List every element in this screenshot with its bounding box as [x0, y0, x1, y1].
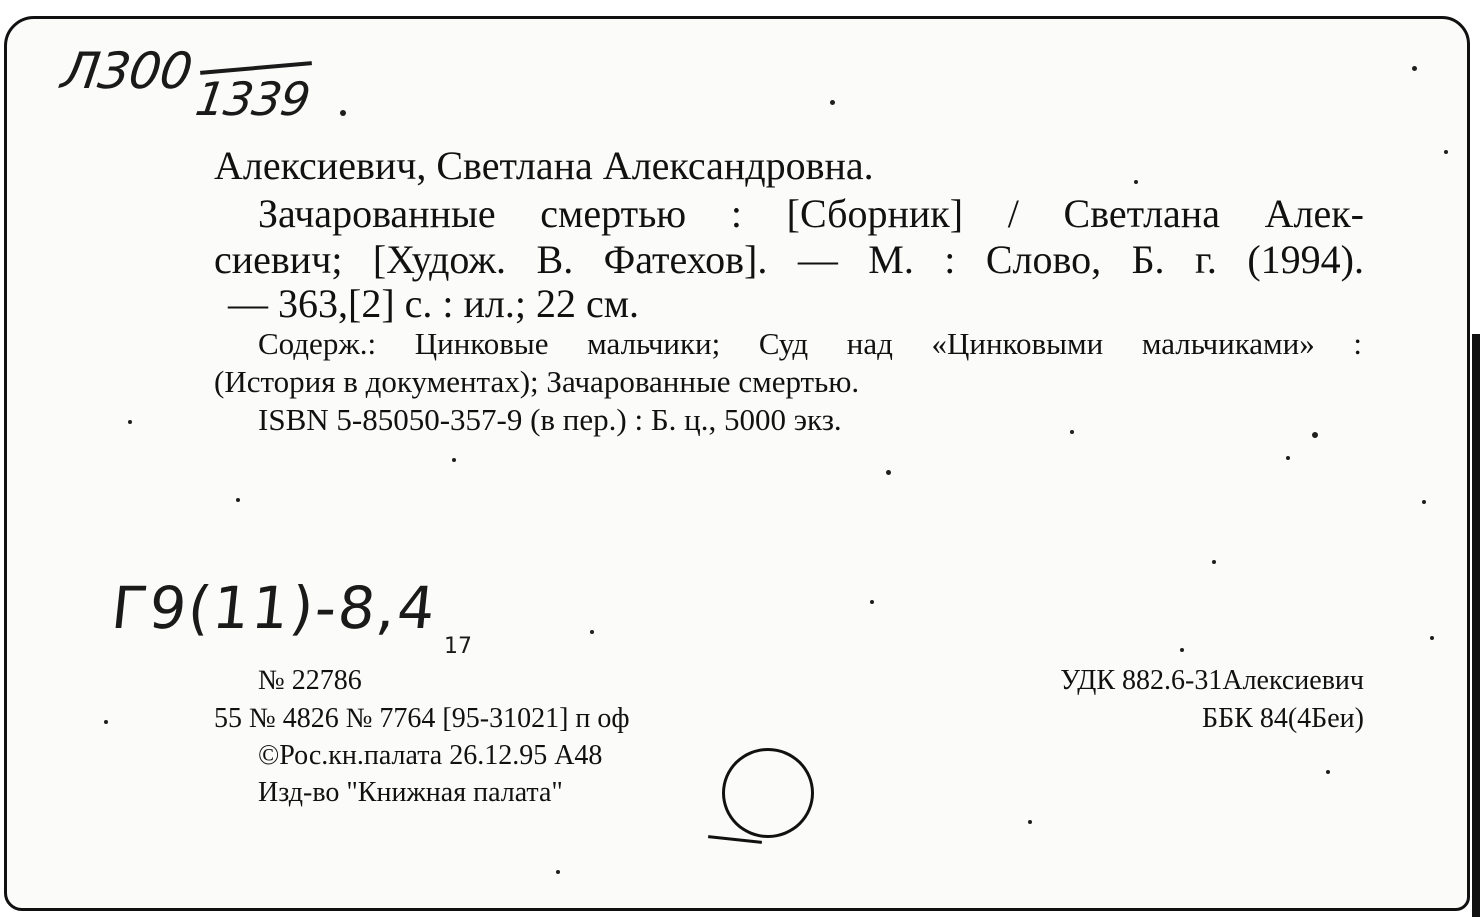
paper-speck: [1028, 820, 1032, 824]
title-line-3: — 363,[2] с. : ил.; 22 см.: [228, 281, 640, 326]
stamp-circle: [722, 748, 814, 838]
paper-speck: [1430, 636, 1434, 640]
paper-speck: [1212, 560, 1216, 564]
paper-speck: [830, 100, 835, 105]
paper-speck: [1070, 430, 1074, 434]
paper-speck: [340, 110, 346, 116]
print-info: 55 № 4826 № 7764 [95-31021] п оф: [214, 703, 630, 734]
paper-speck: [1180, 648, 1184, 652]
paper-speck: [1286, 456, 1290, 460]
publisher-line: Изд-во "Книжная палата": [258, 777, 563, 808]
bbk-code: ББК 84(4Беи): [1202, 703, 1364, 734]
paper-speck: [1412, 66, 1417, 71]
isbn-line: ISBN 5-85050-357-9 (в пер.) : Б. ц., 5000 экз.: [258, 402, 842, 437]
record-number: № 22786: [258, 665, 362, 696]
paper-speck: [452, 458, 456, 462]
card-edge-mark: [1472, 334, 1480, 917]
copyright-line: ©Рос.кн.палата 26.12.95 А48: [258, 740, 603, 771]
classification-suffix: 17: [444, 634, 472, 659]
paper-speck: [1326, 770, 1330, 774]
udc-code: УДК 882.6-31Алексиевич: [1060, 665, 1364, 696]
shelf-mark-number: 1339: [192, 72, 313, 126]
author-heading: Алексиевич, Светлана Александровна.: [214, 143, 874, 188]
contents-line-2: (История в документах); Зачарованные смертью.: [214, 364, 860, 399]
contents-line-1: Содерж.: Цинковые мальчики; Суд над «Цинковыми мальчиками» :: [258, 326, 1362, 361]
paper-speck: [870, 600, 874, 604]
shelf-mark-left: Л300: [57, 42, 196, 100]
title-line-1: Зачарованные смертью : [Сборник] / Светлана Алек-: [258, 191, 1364, 236]
paper-speck: [1422, 500, 1426, 504]
paper-speck: [590, 630, 594, 634]
paper-speck: [104, 720, 108, 724]
classification-code: Г9(11)-8,4: [108, 574, 441, 642]
paper-speck: [1444, 150, 1448, 154]
paper-speck: [128, 420, 132, 424]
paper-speck: [886, 470, 891, 475]
paper-speck: [1312, 432, 1318, 438]
paper-speck: [1134, 180, 1138, 184]
paper-speck: [556, 870, 560, 874]
title-line-2: сиевич; [Худож. В. Фатехов]. — М. : Слово, Б. г. (1994).: [214, 237, 1364, 282]
paper-speck: [236, 498, 240, 502]
